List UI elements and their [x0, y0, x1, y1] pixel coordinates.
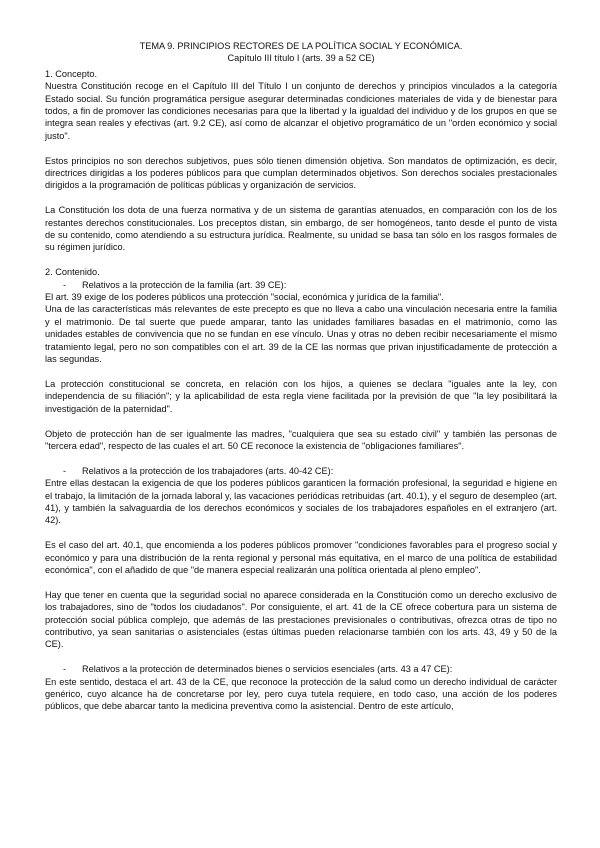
- bullet-item-bienes-servicios: [45, 663, 557, 675]
- document-title: TEMA 9. PRINCIPIOS RECTORES DE LA POLÍTICA SOCIAL Y ECONÓMICA.: [139, 41, 463, 51]
- paragraph: Estos principios no son derechos subjetivos, pues sólo tienen dimensión objetiva. Son mandatos de optimización, es decir, directrices dirigidas a los poderes públicos para que cumplan determinados objetivos. Son derechos sociales prestacionales dirigidos a la programación de políticas públicas y organización de servicios.: [45, 155, 557, 191]
- paragraph: Es el caso del art. 40.1, que encomienda a los poderes públicos promover "condiciones favorables para el progreso social y económico y para una distribución de la renta regional y personal más equitativa, en el marco de una política de estabilidad económica", con el añadido de que "de manera especial realizarán una política orientada al pleno empleo".: [45, 540, 557, 575]
- bullet-dash: -: [63, 279, 67, 290]
- paragraph: El art. 39 exige de los poderes públicos una protección "social, económica y jurídica de la familia".: [45, 292, 444, 303]
- spacer: [45, 415, 557, 427]
- paragraph: En este sentido, destaca el art. 43 de la CE, que reconoce la protección de la salud como un derecho individual de carácter genérico, cuyo alcance ha de concretarse por ley, pero cuya tutela requiere, en todo caso, una acción de los poderes públicos, que debe abarcar tanto la medicina preventiva como la asistencial. Dentro de este artículo,: [45, 676, 557, 712]
- section-heading-concepto: 1. Concepto.: [45, 68, 98, 79]
- paragraph: Entre ellas destacan la exigencia de que los poderes públicos garanticen la formación profesional, la seguridad e higiene en el trabajo, la limitación de la jornada laboral y, las vacaciones periódicas retribuidas (art. 40.1), y el seguro de desempleo (art. 41), y también la salvaguardia de los derechos económicos y sociales de los trabajadores españoles en el extranjero (art. 42).: [45, 478, 557, 526]
- bullet-item-trabajadores: [45, 465, 557, 477]
- paragraph: Nuestra Constitución recoge en el Capítulo III del Título I un conjunto de derechos y principios vinculados a la categoría Estado social. Su función programática persigue asegurar determinadas condiciones materiales de vida y de bienestar para todos, a fin de promover las condiciones necesarias para que la libertad y la igualdad del individuo y de los grupos en que se integra sean reales y efectivas (art. 9.2 CE), así como de alcanzar el objetivo programático de un "orden económico y social justo".: [45, 81, 557, 141]
- bullet-label: Relativos a la protección de la familia (art. 39 CE):: [82, 279, 287, 290]
- document-subtitle: Capítulo III título I (arts. 39 a 52 CE): [227, 53, 375, 64]
- bullet-dash: -: [63, 664, 67, 675]
- paragraph: La protección constitucional se concreta, en relación con los hijos, a quienes se declara "iguales ante la ley, con independencia de su filiación"; y la aplicabilidad de esta regla viene facilitada por la previsión de que "la ley posibilitará la investigación de la paternidad".: [45, 378, 557, 414]
- bullet-label: Relativos a la protección de los trabajadores (arts. 40-42 CE):: [82, 465, 334, 476]
- spacer: [45, 527, 557, 539]
- bullet-label: Relativos a la protección de determinados bienes o servicios esenciales (arts. 43 a 47 CE):: [82, 664, 453, 675]
- section-heading-contenido: 2. Contenido.: [45, 267, 100, 278]
- bullet-item-familia: [45, 279, 557, 291]
- spacer: [45, 651, 557, 663]
- spacer: [45, 366, 557, 378]
- paragraph: Objeto de protección han de ser igualmente las madres, "cualquiera que sea su estado civil" y también las personas de "tercera edad", respecto de las cuales el art. 50 CE reconoce la existencia de "obligaciones familiares".: [45, 428, 557, 451]
- spacer: [45, 254, 557, 266]
- bullet-dash: -: [63, 465, 67, 476]
- paragraph: La Constitución los dota de una fuerza normativa y de un sistema de garantías atenuados, en comparación con los de los restantes derechos constitucionales. Los preceptos distan, sin embargo, de ser homogéneos, tanto desde el punto de vista de su contenido, como atendiendo a su estructura jurídica. Realmente, su unidad se basa tan sólo en los rasgos formales de su régimen jurídico.: [45, 205, 557, 253]
- paragraph: Una de las características más relevantes de este precepto es que no lleva a cabo una vinculación necesaria entre la familia y el matrimonio. De tal suerte que puede amparar, tanto las unidades familiares basadas en el matrimonio, como las unidades estables de convivencia que no se fundan en ese vínculo. Unas y otras no deben recibir necesariamente el mismo tratamiento legal, pero no son compatibles con el art. 39 de la CE las normas que privan injustificadamente de protección a las segundas.: [45, 304, 557, 365]
- spacer: [45, 192, 557, 204]
- spacer: [45, 452, 557, 464]
- paragraph: Hay que tener en cuenta que la seguridad social no aparece considerada en la Constitución como un derecho exclusivo de los trabajadores, sino de "todos los ciudadanos". Por consiguiente, el art. 41 de la CE ofrece cobertura para un sistema de protección social pública complejo, que además de las prestaciones previsionales o contributivas, ofrezca otras de tipo no contributivo, ya sean sanitarias o asistenciales (estas últimas pueden relacionarse también con los arts. 43, 49 y 50 de la CE).: [45, 589, 557, 650]
- spacer: [45, 142, 557, 154]
- spacer: [45, 576, 557, 588]
